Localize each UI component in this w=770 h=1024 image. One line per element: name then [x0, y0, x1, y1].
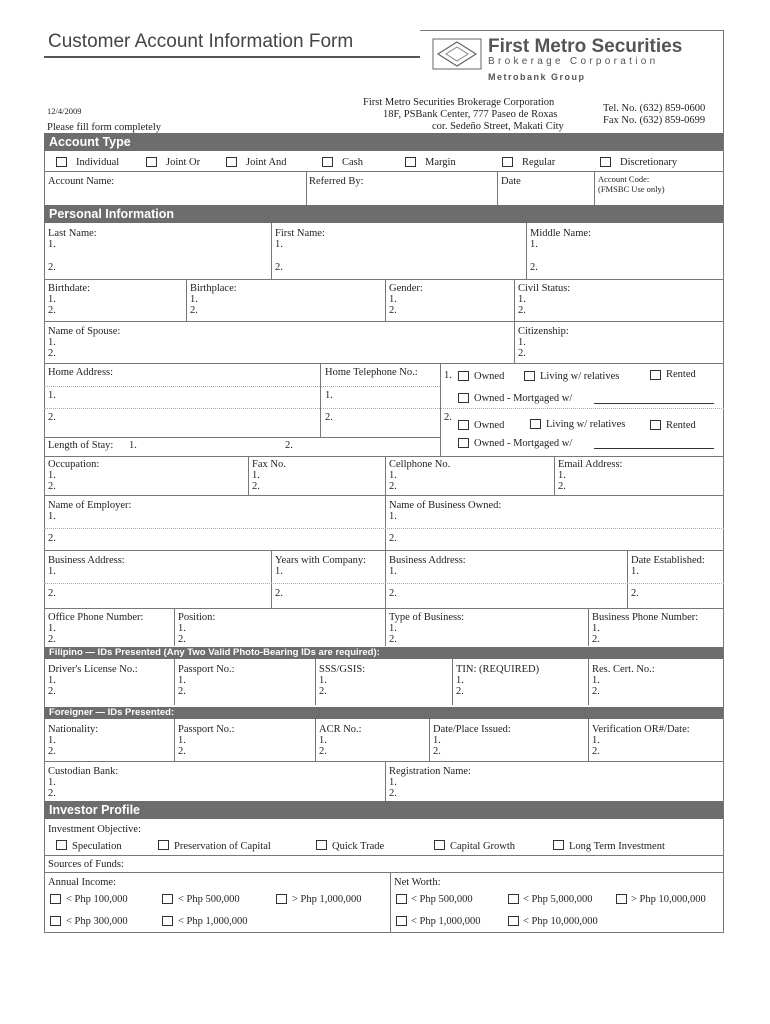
income-100k-checkbox[interactable] [50, 894, 61, 904]
custodian-bank-2: 2. [48, 788, 56, 799]
networth-10m-label: < Php 10,000,000 [523, 916, 598, 927]
civil-status-2: 2. [518, 305, 526, 316]
income-1m-checkbox[interactable] [162, 916, 173, 926]
mortgaged-1-line[interactable] [594, 403, 714, 404]
passport-2: 2. [178, 686, 186, 697]
mortgaged-2-checkbox[interactable] [458, 438, 469, 448]
income-500k-checkbox[interactable] [162, 894, 173, 904]
income-300k-label: < Php 300,000 [66, 916, 128, 927]
sss-gsis-field[interactable]: SSS/GSIS: [319, 664, 366, 675]
date-established-2: 2. [631, 588, 639, 599]
income-500k-label: < Php 500,000 [178, 894, 240, 905]
business-address-2: 2. [48, 588, 56, 599]
length-of-stay-2: 2. [285, 440, 293, 451]
account-name-field[interactable]: Account Name: [48, 176, 115, 187]
filipino-ids-heading: Filipino — IDs Presented (Any Two Valid Photo-Bearing IDs are required): [44, 647, 723, 659]
company-tel: Tel. No. (632) 859-0600 [603, 103, 706, 114]
registration-name-2: 2. [389, 788, 397, 799]
business-phone-2: 2. [592, 634, 600, 645]
rented-2-label: Rented [666, 420, 696, 431]
joint-or-label: Joint Or [166, 157, 201, 168]
home-tel-2: 2. [325, 412, 333, 423]
passport-1: 1. [178, 675, 186, 686]
citizenship-field[interactable]: Citizenship: [518, 326, 569, 337]
capital-growth-label: Capital Growth [450, 841, 516, 852]
home-tel-1: 1. [325, 390, 333, 401]
home-tel-field[interactable]: Home Telephone No.: [325, 367, 418, 378]
logo-group: Metrobank Group [488, 72, 586, 82]
last-name-field[interactable]: Last Name: [48, 228, 97, 239]
years-company-1: 1. [275, 566, 283, 577]
networth-5m-label: < Php 5,000,000 [523, 894, 593, 905]
acr-2: 2. [319, 746, 327, 757]
birthplace-2: 2. [190, 305, 198, 316]
home-address-2: 2. [48, 412, 56, 423]
company-address-2: 18F, PSBank Center, 777 Paseo de Roxas [383, 109, 558, 120]
years-company-2: 2. [275, 588, 283, 599]
verification-2: 2. [592, 746, 600, 757]
foreign-passport-1: 1. [178, 735, 186, 746]
networth-1m-checkbox[interactable] [396, 916, 407, 926]
mortgaged-1-label: Owned - Mortgaged w/ [474, 393, 573, 404]
tin-1: 1. [456, 675, 464, 686]
gender-2: 2. [389, 305, 397, 316]
position-1: 1. [178, 623, 186, 634]
email-field[interactable]: Email Address: [558, 459, 623, 470]
res-cert-field[interactable]: Res. Cert. No.: [592, 664, 655, 675]
business-address-2-field[interactable]: Business Address: [389, 555, 466, 566]
cash-label: Cash [342, 157, 363, 168]
res-cert-1: 1. [592, 675, 600, 686]
gender-1: 1. [389, 294, 397, 305]
form-title-bar [44, 30, 420, 58]
nationality-field[interactable]: Nationality: [48, 724, 99, 735]
verification-field[interactable]: Verification OR#/Date: [592, 724, 690, 735]
investor-profile-heading: Investor Profile [44, 801, 723, 819]
nationality-1: 1. [48, 735, 56, 746]
net-worth-label: Net Worth: [394, 877, 441, 888]
length-of-stay-field[interactable]: Length of Stay: [48, 440, 114, 451]
header-frame-right [420, 30, 723, 31]
logo-name: First Metro Securities [488, 36, 683, 57]
long-term-label: Long Term Investment [569, 841, 665, 852]
business-address-b-1: 1. [389, 566, 397, 577]
home-address-field[interactable]: Home Address: [48, 367, 114, 378]
spouse-2: 2. [48, 348, 56, 359]
capital-growth-checkbox[interactable] [434, 840, 445, 850]
long-term-checkbox[interactable] [553, 840, 564, 850]
date-field[interactable]: Date [501, 176, 521, 187]
home-address-1: 1. [48, 390, 56, 401]
position-2: 2. [178, 634, 186, 645]
logo-mark-icon [432, 38, 482, 70]
office-phone-2: 2. [48, 634, 56, 645]
margin-checkbox[interactable] [405, 157, 416, 167]
birthdate-field[interactable]: Birthdate: [48, 283, 90, 294]
civil-status-1: 1. [518, 294, 526, 305]
custodian-bank-1: 1. [48, 777, 56, 788]
owned-2-label: Owned [474, 420, 505, 431]
office-phone-field[interactable]: Office Phone Number: [48, 612, 144, 623]
foreign-passport-2: 2. [178, 746, 186, 757]
owned-1-label: Owned [474, 371, 505, 382]
office-phone-1: 1. [48, 623, 56, 634]
preservation-checkbox[interactable] [158, 840, 169, 850]
email-2: 2. [558, 481, 566, 492]
business-owned-1: 1. [389, 511, 397, 522]
type-business-1: 1. [389, 623, 397, 634]
sss-gsis-1: 1. [319, 675, 327, 686]
fax-no-field[interactable]: Fax No. [252, 459, 286, 470]
passport-field[interactable]: Passport No.: [178, 664, 235, 675]
length-of-stay-1: 1. [129, 440, 137, 451]
first-name-field[interactable]: First Name: [275, 228, 325, 239]
investment-objective-label: Investment Objective: [48, 824, 142, 835]
tin-field[interactable]: TIN: (REQUIRED) [456, 664, 540, 675]
fill-instruction: Please fill form completely [47, 122, 162, 133]
citizenship-2: 2. [518, 348, 526, 359]
occupation-2: 2. [48, 481, 56, 492]
speculation-checkbox[interactable] [56, 840, 67, 850]
mortgaged-2-label: Owned - Mortgaged w/ [474, 438, 573, 449]
civil-status-field[interactable]: Civil Status: [518, 283, 571, 294]
spouse-field[interactable]: Name of Spouse: [48, 326, 121, 337]
date-place-2: 2. [433, 746, 441, 757]
company-fax: Fax No. (632) 859-0699 [603, 115, 706, 126]
income-over-1m-checkbox[interactable] [276, 894, 287, 904]
personal-info-heading: Personal Information [44, 205, 723, 223]
individual-checkbox[interactable] [56, 157, 67, 167]
birthplace-field[interactable]: Birthplace: [190, 283, 237, 294]
cellphone-1: 1. [389, 470, 397, 481]
date-place-1: 1. [433, 735, 441, 746]
date-established-1: 1. [631, 566, 639, 577]
nationality-2: 2. [48, 746, 56, 757]
tin-2: 2. [456, 686, 464, 697]
verification-1: 1. [592, 735, 600, 746]
rented-1-label: Rented [666, 369, 696, 380]
business-address-b-2: 2. [389, 588, 397, 599]
joint-and-label: Joint And [246, 157, 287, 168]
employer-1: 1. [48, 511, 56, 522]
logo-sub: Brokerage Corporation [488, 56, 659, 67]
first-name-1: 1. [275, 239, 283, 250]
company-address-1: First Metro Securities Brokerage Corporation [363, 97, 555, 108]
acr-1: 1. [319, 735, 327, 746]
owned-2-checkbox[interactable] [458, 420, 469, 430]
date-place-field[interactable]: Date/Place Issued: [433, 724, 511, 735]
account-type-heading: Account Type [44, 133, 723, 151]
business-owned-2: 2. [389, 533, 397, 544]
occupation-field[interactable]: Occupation: [48, 459, 100, 470]
type-business-field[interactable]: Type of Business: [389, 612, 465, 623]
annual-income-label: Annual Income: [48, 877, 116, 888]
date-established-field[interactable]: Date Established: [631, 555, 705, 566]
business-address-1: 1. [48, 566, 56, 577]
company-logo [432, 36, 722, 86]
speculation-label: Speculation [72, 841, 122, 852]
joint-or-checkbox[interactable] [146, 157, 157, 167]
account-code-note: (FMSBC Use only) [598, 184, 665, 194]
joint-and-checkbox[interactable] [226, 157, 237, 167]
income-over-1m-label: > Php 1,000,000 [292, 894, 362, 905]
networth-500k-label: < Php 500,000 [411, 894, 473, 905]
living-1-checkbox[interactable] [524, 371, 535, 381]
residence-1-num: 1. [444, 370, 452, 381]
living-1-label: Living w/ relatives [540, 371, 620, 382]
fax-no-1: 1. [252, 470, 260, 481]
account-code-field[interactable]: Account Code: [598, 174, 650, 184]
mortgaged-1-checkbox[interactable] [458, 393, 469, 403]
discretionary-checkbox[interactable] [600, 157, 611, 167]
form-date: 12/4/2009 [47, 106, 82, 116]
networth-1m-label: < Php 1,000,000 [411, 916, 481, 927]
cash-checkbox[interactable] [322, 157, 333, 167]
mortgaged-2-line[interactable] [594, 448, 714, 449]
fax-no-2: 2. [252, 481, 260, 492]
individual-label: Individual [76, 157, 120, 168]
drivers-license-field[interactable]: Driver's License No.: [48, 664, 138, 675]
drivers-license-1: 1. [48, 675, 56, 686]
networth-over-10m-label: > Php 10,000,000 [631, 894, 706, 905]
citizenship-1: 1. [518, 337, 526, 348]
rented-1-checkbox[interactable] [650, 370, 661, 380]
residence-2-num: 2. [444, 412, 452, 423]
regular-label: Regular [522, 157, 556, 168]
last-name-2: 2. [48, 262, 56, 273]
margin-label: Margin [425, 157, 456, 168]
position-field[interactable]: Position: [178, 612, 216, 623]
quick-trade-checkbox[interactable] [316, 840, 327, 850]
quick-trade-label: Quick Trade [332, 841, 385, 852]
income-100k-label: < Php 100,000 [66, 894, 128, 905]
res-cert-2: 2. [592, 686, 600, 697]
type-business-2: 2. [389, 634, 397, 645]
income-300k-checkbox[interactable] [50, 916, 61, 926]
registration-name-field[interactable]: Registration Name: [389, 766, 471, 777]
acr-field[interactable]: ACR No.: [319, 724, 362, 735]
foreigner-ids-heading: Foreigner — IDs Presented: [44, 707, 723, 719]
employer-field[interactable]: Name of Employer: [48, 500, 132, 511]
owned-1-checkbox[interactable] [458, 371, 469, 381]
regular-checkbox[interactable] [502, 157, 513, 167]
custodian-bank-field[interactable]: Custodian Bank: [48, 766, 119, 777]
referred-by-field[interactable]: Referred By: [309, 176, 364, 187]
email-1: 1. [558, 470, 566, 481]
cellphone-field[interactable]: Cellphone No. [389, 459, 451, 470]
drivers-license-2: 2. [48, 686, 56, 697]
income-1m-label: < Php 1,000,000 [178, 916, 248, 927]
cellphone-2: 2. [389, 481, 397, 492]
years-company-field[interactable]: Years with Company: [275, 555, 367, 566]
networth-10m-checkbox[interactable] [508, 916, 519, 926]
preservation-label: Preservation of Capital [174, 841, 271, 852]
employer-2: 2. [48, 533, 56, 544]
middle-name-field[interactable]: Middle Name: [530, 228, 591, 239]
networth-over-10m-checkbox[interactable] [616, 894, 627, 904]
birthdate-2: 2. [48, 305, 56, 316]
spouse-1: 1. [48, 337, 56, 348]
sss-gsis-2: 2. [319, 686, 327, 697]
birthdate-1: 1. [48, 294, 56, 305]
first-name-2: 2. [275, 262, 283, 273]
company-address-3: cor. Sedeño Street, Makati City [432, 121, 564, 132]
business-phone-field[interactable]: Business Phone Number: [592, 612, 699, 623]
middle-name-2: 2. [530, 262, 538, 273]
registration-name-1: 1. [389, 777, 397, 788]
middle-name-1: 1. [530, 239, 538, 250]
business-address-field[interactable]: Business Address: [48, 555, 125, 566]
last-name-1: 1. [48, 239, 56, 250]
living-2-label: Living w/ relatives [546, 419, 626, 430]
sources-of-funds-field[interactable]: Sources of Funds: [48, 859, 124, 870]
networth-5m-checkbox[interactable] [508, 894, 519, 904]
foreign-passport-field[interactable]: Passport No.: [178, 724, 235, 735]
gender-field[interactable]: Gender: [389, 283, 423, 294]
birthplace-1: 1. [190, 294, 198, 305]
rented-2-checkbox[interactable] [650, 420, 661, 430]
living-2-checkbox[interactable] [530, 419, 541, 429]
occupation-1: 1. [48, 470, 56, 481]
networth-500k-checkbox[interactable] [396, 894, 407, 904]
discretionary-label: Discretionary [620, 157, 678, 168]
business-owned-field[interactable]: Name of Business Owned: [389, 500, 502, 511]
form-title: Customer Account Information Form [48, 31, 354, 52]
business-phone-1: 1. [592, 623, 600, 634]
